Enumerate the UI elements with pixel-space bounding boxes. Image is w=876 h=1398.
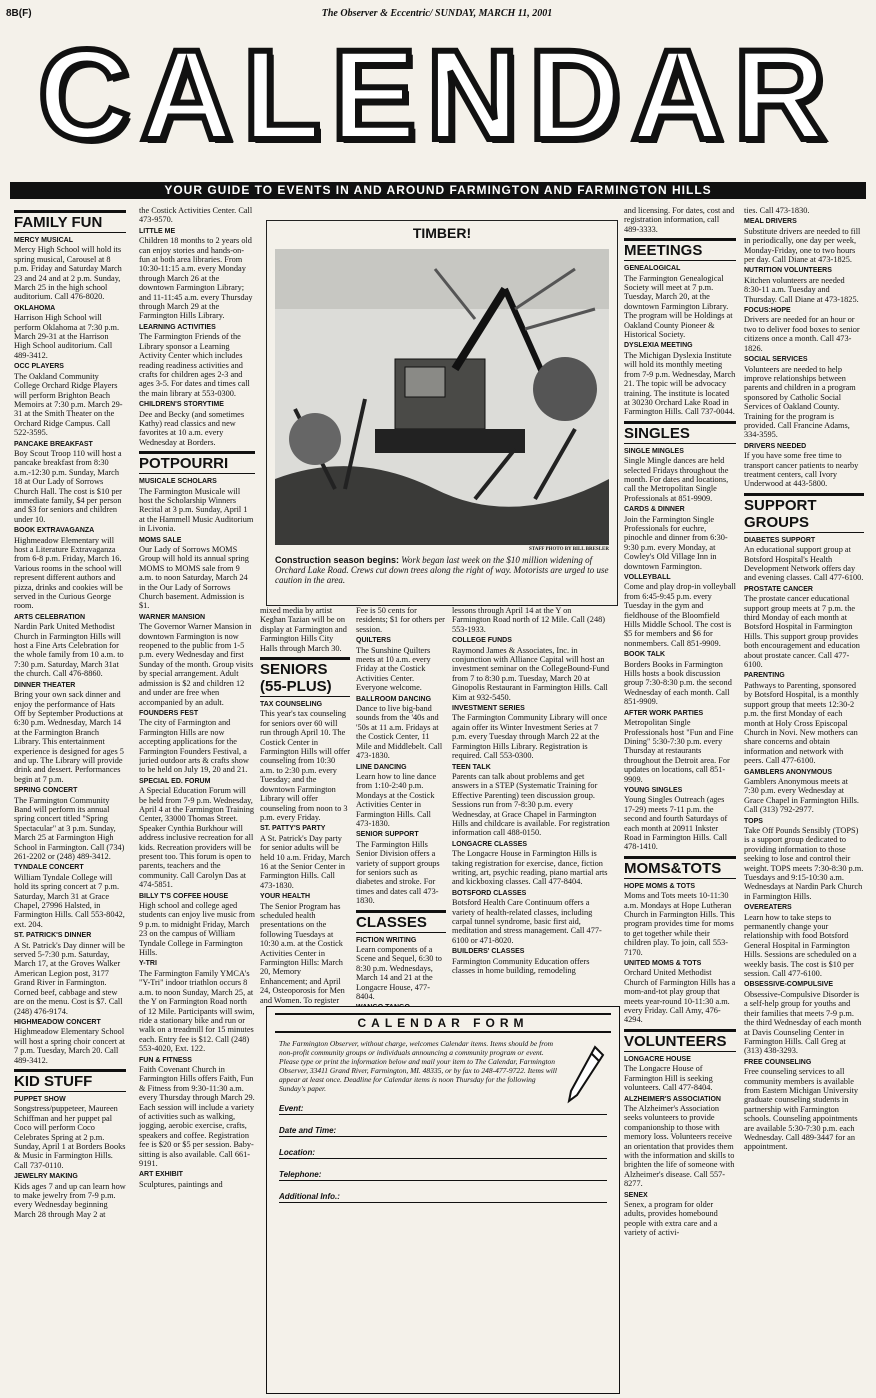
listing-heading: NUTRITION VOLUNTEERS xyxy=(744,267,832,275)
caption-lead: Construction season begins: xyxy=(275,555,400,565)
singles-list xyxy=(624,447,736,852)
section-heading-potpourri: POTPOURRI xyxy=(139,451,255,474)
seniors-list xyxy=(260,700,350,1006)
photo-title: TIMBER! xyxy=(412,225,472,241)
listing-text: Come and play drop-in volleyball from 6:45-9:45 p.m. every Tuesday in the gym and fieldhouse of the Bloomfield Hills Middle School. The cost is $5 for members and $6 for nonmembers. Call 851-9909. xyxy=(624,582,736,648)
form-field-additional-info[interactable]: Additional Info.: xyxy=(279,1185,607,1203)
listing-heading: DYSLEXIA MEETING xyxy=(624,342,693,350)
listing-heading: TYNDALE CONCERT xyxy=(14,864,84,872)
listing-heading: FUN & FITNESS xyxy=(139,1056,192,1064)
masthead: The Observer & Eccentric/ SUNDAY, MARCH 11, 2001 xyxy=(321,8,553,19)
listing-heading: SOCIAL SERVICES xyxy=(744,356,808,364)
listing-heading: BOOK EXTRAVAGANZA xyxy=(14,527,95,535)
listing-heading: MOMS SALE xyxy=(139,536,182,544)
excavator-photo xyxy=(275,249,609,545)
listing-text: An educational support group at Botsford Hospital's Health Development Network offers day and evening classes. Call 477-6100. xyxy=(744,545,864,583)
guide-banner: YOUR GUIDE TO EVENTS IN AND AROUND FARMINGTON AND FARMINGTON HILLS xyxy=(10,182,866,199)
form-field-event[interactable]: Event: xyxy=(279,1097,607,1115)
listing-heading: INVESTMENT SERIES xyxy=(452,705,525,713)
listing-text: Bring your own sack dinner and enjoy the performance of Hats Off by September Productions at 6:30 p.m. Wednesday, March 14 at the Farmington Branch Library. This entertainment experience is designed for ages 5 and up. The Library will provide drink and dessert. Performances begin at 7 p.m. xyxy=(14,690,124,784)
listing-heading: HIGHMEADOW CONCERT xyxy=(14,1018,101,1026)
listing-text: Faith Covenant Church in Farmington Hills offers Faith, Fun & Fitness from 9:30-11:30 a.m. every Thursday through March 29. Each session will include a variety of activities such as walking, jogging, aerobic exercise, crafts, speakers and coffee. Registration fee is $20 or $5 per session. Baby-sitting is also available. Call 661-9191. xyxy=(139,1064,255,1168)
form-field-date-time[interactable]: Date and Time: xyxy=(279,1119,607,1137)
listing-text: The Farmington Genealogical Society will meet at 7 p.m. Tuesday, March 20, at the downtown Farmington Library. The program will be Holdings at Oakland County Pioneer & Historical Society. xyxy=(624,273,733,340)
listing-heading: ARTS CELEBRATION xyxy=(14,613,86,621)
listing-heading: DRIVERS NEEDED xyxy=(744,442,807,450)
listing-text: Dee and Becky (and sometimes Kathy) read classics and new favorites at 10 a.m. every Wednesday at Borders. xyxy=(139,409,245,447)
listing-heading: YOUR HEALTH xyxy=(260,893,311,901)
listing-heading: ST. PATRICK'S DINNER xyxy=(14,932,92,940)
listing-text: The city of Farmington and Farmington Hills are now accepting applications for the Farmington Founders Festival, a juried outdoor arts & crafts show to be held on July 19, 20 and 21. xyxy=(139,718,249,775)
form-field-telephone[interactable]: Telephone: xyxy=(279,1163,607,1181)
listing-text: The Farmington Hills Senior Division offers a variety of support groups for seniors such as diabetes and stroke. For times and dates call 473-1830. xyxy=(356,839,440,906)
page-number: 8B(F) xyxy=(6,8,32,19)
listing-heading: QUILTERS xyxy=(356,637,391,645)
listing-heading: AFTER WORK PARTIES xyxy=(624,709,704,717)
listing-heading: LONGACRE HOUSE xyxy=(624,1055,691,1063)
listing-heading: GAMBLERS ANONYMOUS xyxy=(744,768,833,776)
photo-caption xyxy=(275,555,609,585)
classes-list-2 xyxy=(452,636,612,975)
listing-heading: OVEREATERS xyxy=(744,904,792,912)
listing-heading: UNITED MOMS & TOTS xyxy=(624,960,702,968)
section-heading-singles: SINGLES xyxy=(624,421,736,444)
listing-heading: BUILDERS' CLASSES xyxy=(452,948,525,956)
listing-text: Songstress/puppeteer, Maureen Schiffman and her puppet pal Coco will perform Coco Celebrates Spring at 2 p.m. Sunday, April 1 at Borders Books & Music in Farmington Hills. Call 737-0110. xyxy=(14,1104,126,1170)
listing-heading: BALLROOM DANCING xyxy=(356,695,432,703)
listing-text: The Farmington Musicale will host the Scholarship Winners Recital at 3 p.m. Sunday, April 1 at the Hammell Music Auditorium in Livonia. xyxy=(139,486,254,534)
section-heading-kid-stuff: KID STUFF xyxy=(14,1069,126,1092)
volunteers-list xyxy=(624,1055,736,1238)
listing-heading: LINE DANCING xyxy=(356,763,407,771)
listing-text: A Special Education Forum will be held from 7-9 p.m. Wednesday, April 4 at the Farmington Training Center, 33000 Thomas Street. Speaker Cynthia Burkhour will address inclusive recreation for all kids. Recreation providers will be present too. This forum is open to parents, teachers and the community. Call Carolyn Das at 474-5851. xyxy=(139,786,255,890)
listing-heading: FREE COUNSELING xyxy=(744,1058,812,1066)
listing-heading: DINNER THEATER xyxy=(14,681,76,689)
listing-text: Substitute drivers are needed to fill in periodically, one day per week, Monday-Friday, one to two hours per day. Call Diane at 473-1825. xyxy=(744,226,861,265)
listing-text: Highmeadow Elementary School will host a spring choir concert at 7 p.m. Tuesday, March 20. Call 489-3412. xyxy=(14,1027,126,1065)
listing-text: Learn components of a Scene and Sequel, 6:30 to 8:30 p.m. Wednesdays, March 14 and 21 at the Longacre House, 477-8404. xyxy=(356,945,442,1002)
listing-heading: GENEALOGICAL xyxy=(624,265,681,273)
listing-heading: HOPE MOMS & TOTS xyxy=(624,882,696,890)
listing-text: Children 18 months to 2 years old can enjoy stories and hands-on-fun at both area libraries. From 10:30-11:15 a.m. every Monday through March 26 at the downtown Farmington Library; and 11-11:45 a.m. every Thursday through March 29 at the Farmington Hills Library. xyxy=(139,236,253,321)
listing-heading: ST. PATTY'S PARTY xyxy=(260,825,326,833)
listing-heading: PANCAKE BREAKFAST xyxy=(14,440,93,448)
column-4 xyxy=(356,606,446,1006)
section-heading-moms-tots: MOMS&TOTS xyxy=(624,856,736,879)
listing-heading: ALZHEIMER'S ASSOCIATION xyxy=(624,1095,721,1103)
listing-text: Raymond James & Associates, Inc. in conjunction with Alliance Capital will host an investment seminar on the CollegeBound-Fund from 7 to 8:30 p.m. Tuesday, March 20 at Ginopolis Restaurant in Farmington Hills. Call Kim at 932-5450. xyxy=(452,645,610,702)
listing-text: Obsessive-Compulsive Disorder is a self-help group for youths and their families that meets 7-9 p.m. the third Wednesday of each month at Davis Counseling Center in Farmington Hills. Call Greg at (313) 438-3293. xyxy=(744,989,862,1056)
column-5 xyxy=(452,606,612,1006)
listing-text: The Farmington Community Band will perform its annual spring concert titled "Spring Spectacular" at 3 p.m. Sunday, March 25 at Farmington High School in Farmington. Call (734) 261-2202 or (248) 489-3412. xyxy=(14,795,125,861)
continued-text: lessons through April 14 at the Y on Farmington Road north of 12 Mile. Call (248) 553-1933. xyxy=(452,606,606,634)
caption-text: Work began last week on the $10 million widening of Orchard Lake Road. Crews cut down trees along the right of way. Motorists are urged to use caution in the area. xyxy=(275,555,609,585)
listing-text: Young Singles Outreach (ages 17-29) meets 7-11 p.m. the second and fourth Saturdays of each month at 20911 Inkster Road in Farmington Hills. Call 478-1410. xyxy=(624,795,728,852)
listing-text: Mercy High School will hold its spring musical, Carousel at 8 p.m. Friday and Saturday March 23 and 24 and at 2 p.m. Sunday, March 25 in the high school auditorium. Call 476-8020. xyxy=(14,245,122,302)
listing-text: Free counseling services to all community members is available from Eastern Michigan University graduate counseling students in partnership with Farmington schools. Counseling appointments are available 5:30-7:30 p.m. each Wednesday. Call 489-3447 for an appointment. xyxy=(744,1067,859,1152)
listing-text: Gamblers Anonymous meets at 7:30 p.m. every Wednesday at Grace Chapel in Farmington Hills. Call (313) 792-2977. xyxy=(744,776,859,815)
listing-text: Single Mingle dances are held selected Fridays throughout the month. For dates and locations, call the Metropolitan Single Professionals at 851-9909. xyxy=(624,456,729,503)
calendar-title: CALENDAR xyxy=(37,24,837,167)
listing-heading: OKLAHOMA xyxy=(14,304,56,312)
listing-text: The Farmington Friends of the Library sponsor a Learning Activity Center which includes reading readiness activities and crafts for children ages 2-3 and ages 3-5. For dates and times call the main library at 553-0300. xyxy=(139,332,250,398)
listing-text: Highmeadow Elementary will host a Literature Extravaganza from 6-8 p.m. Friday, March 16. Various rooms in the school will represent different authors and pizza, drinks and cookies will be served in the Curious George room. xyxy=(14,535,123,611)
listing-text: The Sunshine Quilters meets at 10 a.m. every Friday at the Costick Activities Center. Everyone welcome. xyxy=(356,645,431,693)
listing-heading: LONGACRE CLASSES xyxy=(452,840,528,848)
column-6 xyxy=(624,206,736,1386)
listing-text: William Tyndale College will hold its spring concert at 7 p.m. Saturday, March 31 at Grace Chapel, 27996 Halsted, in Farmington Hills. Call 553-8042, ext. 204. xyxy=(14,872,125,929)
listing-heading: BOTSFORD CLASSES xyxy=(452,889,527,897)
seniors-list-2 xyxy=(356,636,446,905)
continued-text: mixed media by artist Keghan Tazian will be on display at Farmington and Farmington Hills City Halls through March 30. xyxy=(260,606,347,653)
continued-text: ties. Call 473-1830. xyxy=(744,206,810,215)
kids-list xyxy=(139,227,255,447)
pen-icon xyxy=(565,1045,605,1105)
form-instructions: The Farmington Observer, without charge, welcomes Calendar items. Items should be from non-profit community groups or individuals announcing a community program or event. Please type or print the information below and mail your item to The Calendar, Farmington Observer, 33411 Grand River, Farmington, MI. 48335, or by fax to 248-477-9722. Items will appear at least once. Deadline for Calendar items is noon Thursday for the following Sunday's paper. xyxy=(279,1039,557,1093)
listing-text: Metropolitan Single Professionals host "Fun and Fine Dining" 5:30-7:30 p.m. every Thursday at restaurants throughout the Detroit area. For updates on locations, call 851-9909. xyxy=(624,718,734,784)
listing-heading: BOOK TALK xyxy=(624,651,666,659)
listing-text: Orchard United Methodist Church of Farmington Hills has a mom-and-tot play group that meets year-round 10-11:30 a.m. every Friday. Call Amy, 476-4294. xyxy=(624,968,736,1025)
listing-heading: SPECIAL ED. FORUM xyxy=(139,777,211,785)
page-header xyxy=(6,6,868,22)
form-heading: CALENDAR FORM xyxy=(275,1013,611,1033)
listing-heading: SINGLE MINGLES xyxy=(624,447,684,455)
listing-text: Learn how to take steps to permanently change your relationship with food Botsford General Hospital in Farmington Hills. Sessions are scheduled on a weekly basis. The cost is $10 per session. Call 477-6100. xyxy=(744,912,857,979)
listing-text: The Longacre House in Farmington Hills is taking registration for exercise, dance, fiction writing, art, psychic reading, piano martial arts and kickboxing classes. Call 477-8404. xyxy=(452,849,608,887)
listing-heading: FOCUS:HOPE xyxy=(744,307,791,315)
section-heading-family-fun: FAMILY FUN xyxy=(14,210,126,233)
listing-heading: BILLY T'S COFFEE HOUSE xyxy=(139,892,229,900)
listing-heading: OCC PLAYERS xyxy=(14,363,64,371)
listing-heading: TAX COUNSELING xyxy=(260,701,323,709)
listing-text: Senex, a program for older adults, provides homebound people with extra care and a variety of activi- xyxy=(624,1199,718,1238)
listing-text: Parents can talk about problems and get answers in a STEP (Systematic Training for Effective Parenting) teen discussion group. Sessions run from 7-8:30 p.m. every Wednesday, at Grace Chapel in Farmington Hills and childcare is available. For registration information call 488-0150. xyxy=(452,771,610,838)
listing-text: Borders Books in Farmington Hills hosts a book discussion group 7:30-8:30 p.m. the second Wednesday of each month. Call 851-9909. xyxy=(624,659,732,707)
listing-text: Drivers are needed for an hour or two to deliver food boxes to senior citizens once a month. Call 473-1826. xyxy=(744,315,860,353)
listing-text: This year's tax counseling for seniors over 60 will run through April 10. The Costick Center in Farmington Hills will offer counseling from 10:30 a.m. to 2:30 p.m. every Tuesday; and the downtown Farmington Library will offer counseling from noon to 3 p.m. every Friday. xyxy=(260,709,350,822)
listing-text: The prostate cancer educational support group meets at 7 p.m. the third Monday of each month at Botsford Hospital in Farmington Hills. This support group provides both encouragement and education about prostate cancer. Call 477-6100. xyxy=(744,594,860,670)
continued-text: and licensing. For dates, cost and registration information, call 489-3333. xyxy=(624,206,735,234)
continued-text: Fee is 50 cents for residents; $1 for others per session. xyxy=(356,606,445,634)
listing-heading: CHILDREN'S STORYTIME xyxy=(139,401,224,409)
potpourri-list xyxy=(139,477,255,1189)
listing-text: Harrison High School will perform Oklahoma at 7:30 p.m. March 29-31 at the Harrison High School auditorium. Call 489-3412. xyxy=(14,313,120,360)
listing-text: Moms and Tots meets 10-11:30 a.m. Mondays at Hope Lutheran Church in Farmington Hills. This program provides time for moms to get together while their children play. To join, call 553-7170. xyxy=(624,891,735,957)
listing-heading: YOUNG SINGLES xyxy=(624,786,683,794)
listing-heading: MEAL DRIVERS xyxy=(744,218,797,226)
listing-heading: CARDS & DINNER xyxy=(624,506,685,514)
section-heading-volunteers: VOLUNTEERS xyxy=(624,1029,736,1052)
listing-text: Our Lady of Sorrows MOMS Group will hold its annual spring MOMS to MOMS sale from 9 a.m. to noon Saturday, March 24 in the Our Lady of Sorrows Church basement. Admission is $1. xyxy=(139,545,249,611)
listing-text: A St. Patrick's Day party for senior adults will be held 10 a.m. Friday, March 16 at the Senior Center in Farmington Hills. Call 473-1830. xyxy=(260,833,350,890)
listing-heading: PUPPET SHOW xyxy=(14,1095,66,1103)
support-list xyxy=(744,536,864,1152)
listing-text: The Senior Program has scheduled health presentations on the following Tuesdays at 10:30 a.m. at the Costick Activities Center in Farmington Hills: March 20, Memory Enhancement; and April 24, Osteoporosis for Men and Women. To register xyxy=(260,901,345,1005)
kid-stuff-list xyxy=(14,1095,126,1219)
listing-heading: MERCY MUSICAL xyxy=(14,237,73,244)
listing-heading: COLLEGE FUNDS xyxy=(452,637,512,645)
listing-heading: DIABETES SUPPORT xyxy=(744,536,816,544)
listing-text: High school and college aged students can enjoy live music from 9 p.m. to midnight Friday, March 23 on the campus of William Tyndale College in Farmington Hills. xyxy=(139,901,255,958)
listing-text: The Alzheimer's Association seeks volunteers to provide companionship to those with memory loss. Volunteers receive an orientation that provides them with the information and skills to brighten the life of someone with Alzheimer's disease. Call 557-8277. xyxy=(624,1103,735,1189)
section-heading-seniors: SENIORS (55-PLUS) xyxy=(260,657,350,697)
classes-list xyxy=(356,936,446,1006)
listing-text: Kids ages 7 and up can learn how to make jewelry from 7-9 p.m. every Wednesday beginning March 28 through May 2 at xyxy=(14,1181,126,1219)
listing-heading: SENIOR SUPPORT xyxy=(356,831,419,839)
listing-text: Boy Scout Troop 110 will host a pancake breakfast from 8:30 a.m.-12:30 p.m. Sunday, March 18 at Our Lady of Sorrows Church Hall. The cost is $10 per immediate family, $4 per person and $3 for seniors and children under 10. xyxy=(14,448,122,524)
calendar-form xyxy=(266,1006,620,1394)
listing-text: Join the Farmington Single Professionals for euchre, pinochle and dinner from 6:30-9:30 p.m. every Monday, at Cowley's Old Village Inn in downtown Farmington. xyxy=(624,514,728,571)
listing-text: The Farmington Community Library will once again offer its Winter Investment Series at 7 p.m. every Tuesday through March 22 at the Farmington Hills Library. Registration is required. Call 553-0300. xyxy=(452,713,608,761)
listing-heading: PARENTING xyxy=(744,672,785,680)
column-family-fun xyxy=(14,206,126,1386)
family-fun-list xyxy=(14,236,126,1065)
moms-list xyxy=(624,882,736,1025)
meetings-list xyxy=(624,264,736,417)
listing-text: A St. Patrick's Day dinner will be served 5-7:30 p.m. Saturday, March 17, at the Groves Walker American Legion post, 3177 Grand River in Farmington. Corned beef, cabbage and stew are on the menu. Cost is $7. Call (248) 476-9174. xyxy=(14,940,125,1016)
section-heading-support-groups: SUPPORT GROUPS xyxy=(744,493,864,533)
section-heading-classes: CLASSES xyxy=(356,910,446,933)
listing-heading: SENEX xyxy=(624,1191,648,1199)
continued-text: the Costick Activities Center. Call 473-9570. xyxy=(139,206,253,225)
column-7 xyxy=(744,206,864,1386)
listing-heading: OBSESSIVE-COMPULSIVE xyxy=(744,981,834,989)
listing-heading: VOLLEYBALL xyxy=(624,574,671,581)
listing-text: Sculptures, paintings and xyxy=(139,1179,223,1189)
listing-text: Pathways to Parenting, sponsored by Botsford Hospital, is a monthly support group that meets 12:30-2 p.m. the first Monday of each month at Holy Cross Episcopal Church in Novi. New mothers can share concerns and obtain information and network with peers. Call 477-6100. xyxy=(744,680,859,766)
column-seniors xyxy=(260,606,350,1006)
listing-text: The Longacre House of Farmington Hill is seeking volunteers. Call 477-8404. xyxy=(624,1064,713,1093)
listing-heading: PROSTATE CANCER xyxy=(744,585,813,593)
listing-heading: JEWELRY MAKING xyxy=(14,1173,78,1181)
form-field-location[interactable]: Location: xyxy=(279,1141,607,1159)
listing-heading: SPRING CONCERT xyxy=(14,787,78,795)
column-2 xyxy=(139,206,255,1386)
listing-text: Learn how to line dance from 1:10-2:40 p.m. Mondays at the Costick Activities Center in Farmington Hills. Call 473-1830. xyxy=(356,771,437,828)
photo-box xyxy=(266,220,618,606)
listing-text: Volunteers are needed to help improve relationships between parents and children in a program sponsored by Catholic Social Services of Oakland County. Training for the program is provided. Call Francine Adams, 334-3595. xyxy=(744,364,856,440)
listing-text: The Michigan Dyslexia Institute will hold its monthly meeting from 7-9 p.m. Wednesday, March 21. The topic will be advocacy training. The institute is located at 30230 Orchard Lake Road in Farmington Hills. Call 737-0044. xyxy=(624,350,736,417)
listing-heading: WARNER MANSION xyxy=(139,613,206,621)
listing-text: Botsford Health Care Continuum offers a variety of health-related classes, including carpal tunnel syndrome, basic first aid, meditation and stress management. Call 477-6100 or 471-8020. xyxy=(452,898,602,945)
section-heading-meetings: MEETINGS xyxy=(624,238,736,261)
listing-heading: FOUNDERS FEST xyxy=(139,709,199,717)
listing-heading: MUSICALE SCHOLARS xyxy=(139,478,217,486)
listing-heading: TEEN TALK xyxy=(452,763,491,771)
listing-text: Dance to live big-band sounds from the '40s and '50s at 11 a.m. Fridays at the Costick Center, 11 Mile and Middlebelt. Call 473-1830. xyxy=(356,704,443,761)
listing-heading: LEARNING ACTIVITIES xyxy=(139,323,216,331)
volunteers-list-2 xyxy=(744,217,864,488)
photo-credit: STAFF PHOTO BY BILL BRESLER xyxy=(528,547,609,552)
listing-text: The Governor Warner Mansion in downtown Farmington is now reopened to the public from 1-5 p.m. every Wednesday and first Sunday of the month. Group visits by special arrangement. Adult admission is $2 and children 12 and under are free when accompanied by an adult. xyxy=(139,622,254,707)
listing-text: Kitchen volunteers are needed 8:30-11 a.m. Tuesday and Thursday. Call Diane at 473-1825. xyxy=(744,275,859,304)
listing-text: Nardin Park United Methodist Church in Farmington Hills will host a Fine Arts Celebration for the whole family from 10 a.m. to 7:30 p.m. Saturday, March 31at the church. Call 476-8860. xyxy=(14,622,124,679)
listing-text: The Farmington Family YMCA's "Y-Tri" indoor triathlon occurs 8 a.m. to noon Sunday, March 25, at the Y on Farmington Road north of 12 Mile. Participants will swim, ride a stationary bike and run or walk on a treadmill for 15 minutes each. Entry fee is $12. Call (248) 553-4020, Ext. 122. xyxy=(139,968,255,1054)
listing-text: The Oakland Community College Orchard Ridge Players will perform Brighton Beach Memoirs at 7:30 p.m. March 29-31 at the Smith Theater on the Orchard Ridge Campus. Call 522-3595. xyxy=(14,371,123,438)
listing-heading: TOPS xyxy=(744,817,763,825)
listing-heading: FICTION WRITING xyxy=(356,936,417,944)
listing-heading: Y-TRI xyxy=(139,960,157,968)
listing-text: Take Off Pounds Sensibly (TOPS) is a support group dedicated to providing information to those seeking to lose and control their weight. TOPS meets 7:30-8:30 p.m. Tuesdays and 9:15-10:30 a.m. Wednesdays at Nardin Park Church in Farmington Hills. xyxy=(744,825,864,901)
listing-text: If you have some free time to transport cancer patients to nearby treatment centers, call Ivory Underwood at 443-5800. xyxy=(744,451,859,489)
listing-text: Farmington Community Education offers classes in home building, remodeling xyxy=(452,956,590,976)
listing-heading: ART EXHIBIT xyxy=(139,1171,183,1179)
listing-heading: LITTLE ME xyxy=(139,227,176,235)
